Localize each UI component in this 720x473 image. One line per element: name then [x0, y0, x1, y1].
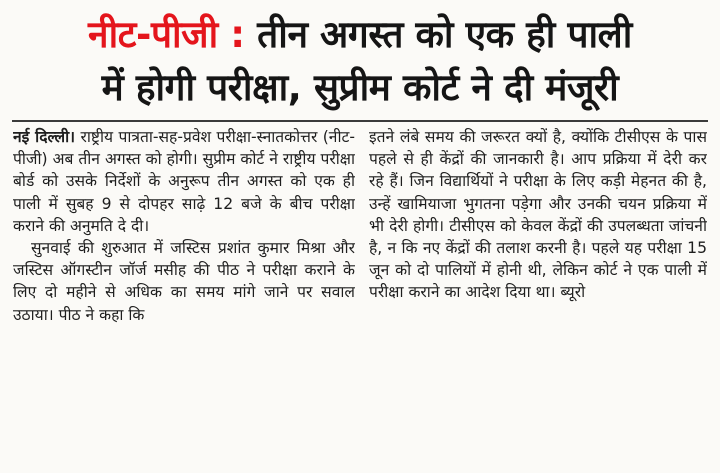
dateline: नई दिल्ली।: [13, 128, 76, 146]
headline-line-1: [14, 8, 706, 61]
article-paragraph-text: राष्ट्रीय पात्रता-सह-प्रवेश परीक्षा-स्नातकोत्तर (नीट-पीजी) अब तीन अगस्त को होगी। सुप्रीम कोर्ट ने राष्ट्रीय परीक्षा बोर्ड को उसके निर्देशों के अनुरूप तीन अगस्त को एक ही पाली में सुबह 9 से दोपहर साढ़े 12 बजे के बीच परीक्षा कराने की अनुमति दे दी।: [13, 128, 355, 235]
headline: [0, 0, 720, 118]
article-paragraph: [13, 126, 355, 237]
headline-divider: [12, 120, 708, 122]
article-column-left: [13, 126, 355, 466]
article-paragraph: इतने लंबे समय की जरूरत क्यों है, क्योंकि टीसीएस के पास पहले से ही केंद्रों की जानकारी है। आप प्रक्रिया में देरी कर रहे हैं। जिन विद्यार्थियों ने परीक्षा के लिए कड़ी मेहनत की है, उन्हें खामियाजा भुगतना पड़ेगा और उनकी चयन प्रक्रिया में भी देरी होगी। टीसीएस को केवल केंद्रों की उपलब्धता जांचनी है, न कि नए केंद्रों की तलाश करनी है। पहले यह परीक्षा 15 जून को दो पालियों में होनी थी, लेकिन कोर्ट ने एक पाली में परीक्षा कराने का आदेश दिया था। ब्यूरो: [369, 128, 707, 302]
article-paragraph: सुनवाई की शुरुआत में जस्टिस प्रशांत कुमार मिश्रा और जस्टिस ऑगस्टीन जॉर्ज मसीह की पीठ ने परीक्षा कराने के लिए दो महीने से अधिक का समय मांगे जाने पर सवाल उठाया। पीठ ने कहा कि: [13, 239, 355, 324]
headline-line-2: में होगी परीक्षा, सुप्रीम कोर्ट ने दी मंजूरी: [101, 66, 619, 109]
headline-line-1-text: तीन अगस्त को एक ही पाली: [244, 13, 632, 56]
article-column-right: [369, 126, 707, 466]
headline-kicker: नीट-पीजी :: [88, 13, 245, 56]
